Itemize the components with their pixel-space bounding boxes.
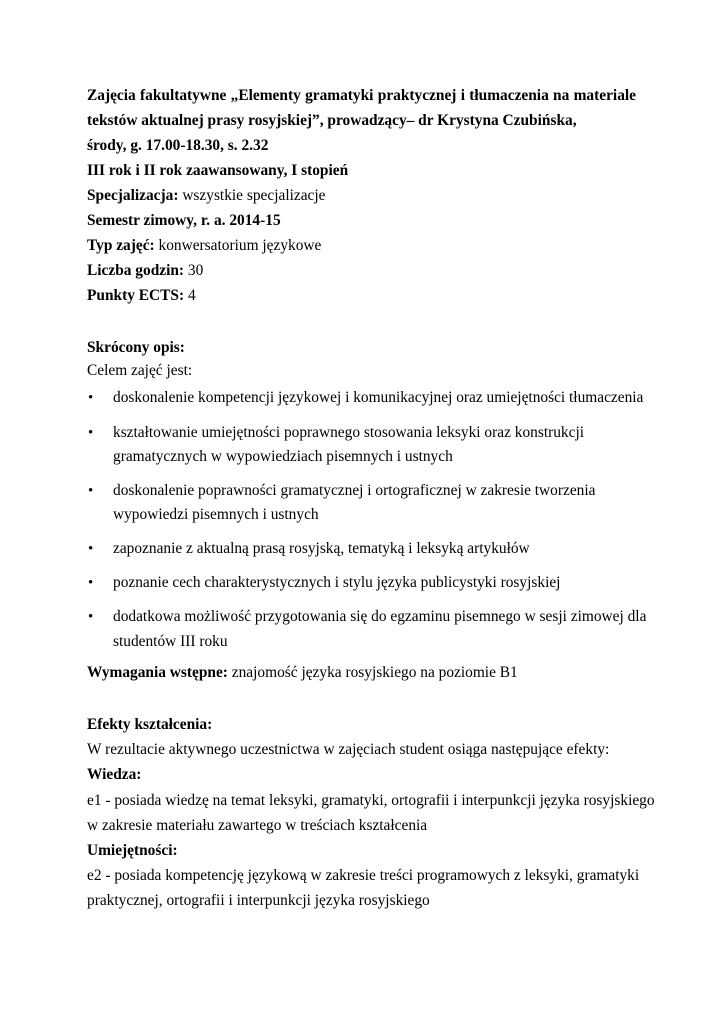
specialization-label: Specjalizacja: bbox=[87, 187, 179, 204]
bullet-text-continuation: gramatycznych w wypowiedziach pisemnych i ustnych bbox=[113, 448, 453, 465]
class-type-line bbox=[87, 236, 321, 256]
bullet-icon: • bbox=[88, 541, 94, 557]
bullet-text: zapoznanie z aktualną prasą rosyjską, tematyką i leksyką artykułów bbox=[113, 540, 530, 557]
hours-line bbox=[87, 261, 203, 281]
bullet-text: poznanie cech charakterystycznych i stylu języka publicystyki rosyjskiej bbox=[113, 574, 561, 591]
bullet-text-continuation: wypowiedzi pisemnych i ustnych bbox=[113, 506, 319, 523]
outcome-e2-line-1: e2 - posiada kompetencję językową w zakresie treści programowych z leksyki, gramatyki bbox=[87, 867, 640, 884]
specialization-line bbox=[87, 186, 325, 206]
course-year: III rok i II rok zaawansowany, I stopień bbox=[87, 162, 349, 179]
skills-heading: Umiejętności: bbox=[87, 842, 178, 859]
outcomes-intro: W rezultacie aktywnego uczestnictwa w zajęciach student osiąga następujące efekty: bbox=[87, 741, 610, 758]
hours-label: Liczba godzin: bbox=[87, 262, 185, 279]
bullet-icon: • bbox=[88, 609, 94, 625]
bullet-icon: • bbox=[88, 575, 94, 591]
bullet-icon: • bbox=[88, 483, 94, 499]
semester-line: Semestr zimowy, r. a. 2014-15 bbox=[87, 212, 281, 229]
bullet-text: doskonalenie kompetencji językowej i komunikacyjnej oraz umiejętności tłumaczenia bbox=[113, 389, 644, 406]
requirements-label: Wymagania wstępne: bbox=[87, 664, 228, 681]
ects-label: Punkty ECTS: bbox=[87, 287, 185, 304]
bullet-icon: • bbox=[88, 425, 94, 441]
bullet-icon: • bbox=[88, 390, 94, 406]
outcomes-heading: Efekty kształcenia: bbox=[87, 716, 213, 733]
outcome-e1-line-1: e1 - posiada wiedzę na temat leksyki, gramatyki, ortografii i interpunkcji języka rosyjskiego bbox=[87, 792, 655, 809]
bullet-text: doskonalenie poprawności gramatycznej i ortograficznej w zakresie tworzenia bbox=[113, 482, 596, 499]
ects-value: 4 bbox=[184, 287, 196, 304]
bullet-text: kształtowanie umiejętności poprawnego stosowania leksyki oraz konstrukcji bbox=[113, 424, 585, 441]
bullet-text: dodatkowa możliwość przygotowania się do egzaminu pisemnego w sesji zimowej dla bbox=[113, 608, 647, 625]
hours-value: 30 bbox=[184, 262, 204, 279]
course-schedule: środy, g. 17.00-18.30, s. 2.32 bbox=[87, 137, 269, 154]
specialization-value: wszystkie specjalizacje bbox=[178, 187, 326, 204]
requirements-line bbox=[87, 663, 518, 683]
summary-intro: Celem zajęć jest: bbox=[87, 362, 193, 379]
outcome-e2-line-2: praktycznej, ortografii i interpunkcji języka rosyjskiego bbox=[87, 892, 430, 909]
class-type-label: Typ zajęć: bbox=[87, 237, 155, 254]
course-title-line-1: Zajęcia fakultatywne „Elementy gramatyki praktycznej i tłumaczenia na materiale bbox=[87, 87, 636, 104]
course-title-line-2: tekstów aktualnej prasy rosyjskiej”, prowadzący– dr Krystyna Czubińska, bbox=[87, 112, 577, 129]
summary-heading: Skrócony opis: bbox=[87, 339, 185, 356]
knowledge-heading: Wiedza: bbox=[87, 766, 142, 783]
class-type-value: konwersatorium językowe bbox=[154, 237, 322, 254]
requirements-value: znajomość języka rosyjskiego na poziomie B1 bbox=[227, 664, 518, 681]
ects-line bbox=[87, 286, 196, 306]
outcome-e1-line-2: w zakresie materiału zawartego w treściach kształcenia bbox=[87, 817, 428, 834]
bullet-text-continuation: studentów III roku bbox=[113, 633, 228, 650]
